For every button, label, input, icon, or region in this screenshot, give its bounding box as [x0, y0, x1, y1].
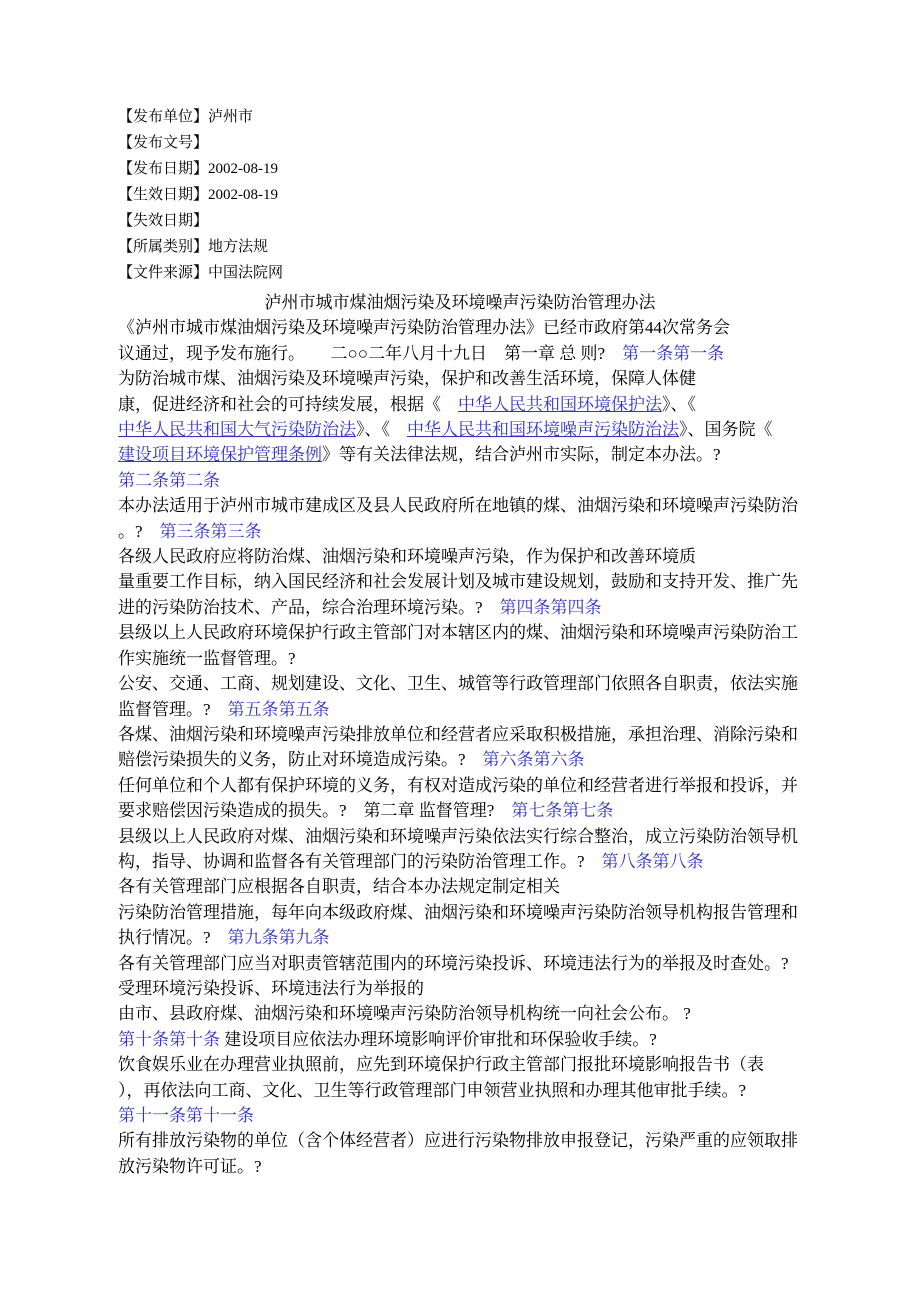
article-ref-link[interactable]: 第七条第七条 — [511, 801, 614, 821]
body-text: 县级以上人民政府对煤、油烟污染和环境噪声污染依法实行综合整治，成立污染防治领导机 — [118, 826, 798, 846]
body-text: 建设项目应依法办理环境影响评价审批和环保验收手续。? — [220, 1029, 657, 1049]
body-line — [118, 1078, 802, 1103]
body-text: 任何单位和个人都有保护环境的义务，有权对造成污染的单位和经营者进行举报和投诉，并 — [118, 775, 798, 795]
body-line — [118, 849, 802, 874]
body-line — [118, 798, 802, 823]
body-text: 饮食娱乐业在办理营业执照前，应先到环境保护行政主管部门报批环境影响报告书（表 — [118, 1055, 764, 1075]
meta-line: 【所属类别】地方法规 — [118, 239, 269, 255]
body-line — [118, 519, 802, 544]
body-text: 作实施统一监督管理。? — [118, 648, 296, 668]
body-line — [118, 417, 802, 442]
body-line — [118, 366, 802, 391]
meta-line: 【文件来源】中国法院网 — [118, 265, 284, 281]
body-text: 各级人民政府应将防治煤、油烟污染和环境噪声污染，作为保护和改善环境质 — [118, 547, 696, 567]
body-line — [118, 315, 802, 340]
body-text: 由市、县政府煤、油烟污染和环境噪声污染防治领导机构统一向社会公布。 ? — [118, 1004, 691, 1024]
document-body — [118, 315, 802, 1179]
body-text: ），再依法向工商、文化、卫生等行政管理部门申领营业执照和办理其他审批手续。? — [118, 1080, 747, 1100]
body-line — [118, 747, 802, 772]
meta-line: 【发布文号】 — [118, 135, 209, 151]
body-line — [118, 493, 802, 518]
law-link[interactable]: 中华人民共和国环境保护法 — [458, 394, 662, 414]
body-text: 议通过，现予发布施行。 二○○二年八月十九日 第一章 总 则? — [118, 343, 623, 363]
article-ref-link[interactable]: 第十一条第十一条 — [118, 1106, 254, 1125]
body-line — [118, 976, 802, 1001]
meta-line: 【发布单位】泸州市 — [118, 109, 254, 125]
body-text: 受理环境污染投诉、环境违法行为举报的 — [118, 978, 424, 998]
body-text: 污染防治管理措施，每年向本级政府煤、油烟污染和环境噪声污染防治领导机构报告管理和 — [118, 902, 798, 922]
body-text: 为防治城市煤、油烟污染及环境噪声污染，保护和改善生活环境，保障人体健 — [118, 369, 696, 389]
body-text: 县级以上人民政府环境保护行政主管部门对本辖区内的煤、油烟污染和环境噪声污染防治工 — [118, 623, 798, 643]
meta-line: 【发布日期】2002-08-19 — [118, 161, 278, 177]
body-line — [118, 1052, 802, 1077]
body-line — [118, 1103, 802, 1128]
body-line — [118, 392, 802, 417]
body-line — [118, 697, 802, 722]
body-text: 本办法适用于泸州市城市建成区及县人民政府所在地镇的煤、油烟污染和环境噪声污染防治 — [118, 496, 798, 516]
body-text: 监督管理。? — [118, 699, 228, 719]
body-line — [118, 874, 802, 899]
body-line — [118, 595, 802, 620]
article-ref-link[interactable]: 第六条第六条 — [482, 750, 585, 770]
article-ref-link[interactable]: 第五条第五条 — [227, 699, 330, 719]
body-text: 要求赔偿因污染造成的损失。? 第二章 监督管理? — [118, 801, 512, 821]
article-ref-link[interactable]: 第八条第八条 — [601, 851, 704, 871]
meta-line: 【失效日期】 — [118, 213, 209, 229]
body-text: 放污染物许可证。? — [118, 1156, 262, 1176]
document-title: 泸州市城市煤油烟污染及环境噪声污染防治管理办法 — [264, 293, 656, 312]
article-ref-link[interactable]: 第十条第十条 — [118, 1029, 220, 1049]
body-line — [118, 646, 802, 671]
body-line — [118, 1027, 802, 1052]
body-text: 《泸州市城市煤油烟污染及环境噪声污染防治管理办法》已经市政府第44次常务会 — [118, 318, 730, 338]
body-text: 各煤、油烟污染和环境噪声污染排放单位和经营者应采取积极措施，承担治理、消除污染和 — [118, 724, 798, 744]
body-line — [118, 722, 802, 747]
article-ref-link[interactable]: 第二条第二条 — [118, 470, 220, 490]
body-text: 赔偿污染损失的义务，防止对环境造成污染。? — [118, 750, 483, 770]
body-text: 各有关管理部门应根据各自职责，结合本办法规定制定相关 — [118, 877, 560, 897]
article-ref-link[interactable]: 第四条第四条 — [499, 597, 602, 617]
body-line — [118, 925, 802, 950]
body-line — [118, 1154, 802, 1179]
body-text: 构，指导、协调和监督各有关管理部门的污染防治管理工作。? — [118, 851, 602, 871]
body-text: 。? — [118, 521, 160, 541]
body-line — [118, 1001, 802, 1026]
body-text: 》、《 — [662, 394, 696, 414]
meta-line: 【生效日期】2002-08-19 — [118, 187, 278, 203]
document-content — [118, 104, 802, 1179]
body-text: 》等有关法律法规，结合泸州市实际，制定本办法。? — [322, 445, 721, 465]
body-line — [118, 824, 802, 849]
body-line — [118, 951, 802, 976]
body-text: 进的污染防治技术、产品，综合治理环境污染。? — [118, 597, 500, 617]
law-link[interactable]: 中华人民共和国环境噪声污染防治法 — [407, 420, 679, 440]
body-line — [118, 468, 802, 493]
body-text: 》、《 — [356, 420, 407, 440]
article-ref-link[interactable]: 第九条第九条 — [227, 928, 330, 948]
body-line — [118, 442, 802, 467]
law-link[interactable]: 中华人民共和国大气污染防治法 — [118, 420, 356, 440]
body-line — [118, 900, 802, 925]
article-ref-link[interactable]: 第一条第一条 — [622, 343, 725, 363]
body-line — [118, 620, 802, 645]
body-line — [118, 1128, 802, 1153]
law-link[interactable]: 建设项目环境保护管理条例 — [118, 445, 322, 465]
article-ref-link[interactable]: 第三条第三条 — [159, 521, 262, 541]
body-text: 》、国务院《 — [679, 420, 773, 440]
body-text: 所有排放污染物的单位（含个体经营者）应进行污染物排放申报登记，污染严重的应领取排 — [118, 1131, 798, 1151]
body-text: 各有关管理部门应当对职责管辖范围内的环境污染投诉、环境违法行为的举报及时查处。? — [118, 953, 789, 973]
body-text: 执行情况。? — [118, 928, 228, 948]
body-line — [118, 569, 802, 594]
body-text: 康，促进经济和社会的可持续发展，根据《 — [118, 394, 458, 414]
meta-block — [118, 104, 802, 286]
body-line — [118, 671, 802, 696]
body-line — [118, 773, 802, 798]
body-text: 量重要工作目标，纳入国民经济和社会发展计划及城市建设规划，鼓励和支持开发、推广先 — [118, 572, 798, 592]
body-text: 公安、交通、工商、规划建设、文化、卫生、城管等行政管理部门依照各自职责，依法实施 — [118, 674, 798, 694]
document-text — [118, 290, 802, 1179]
body-line — [118, 341, 802, 366]
body-line — [118, 544, 802, 569]
